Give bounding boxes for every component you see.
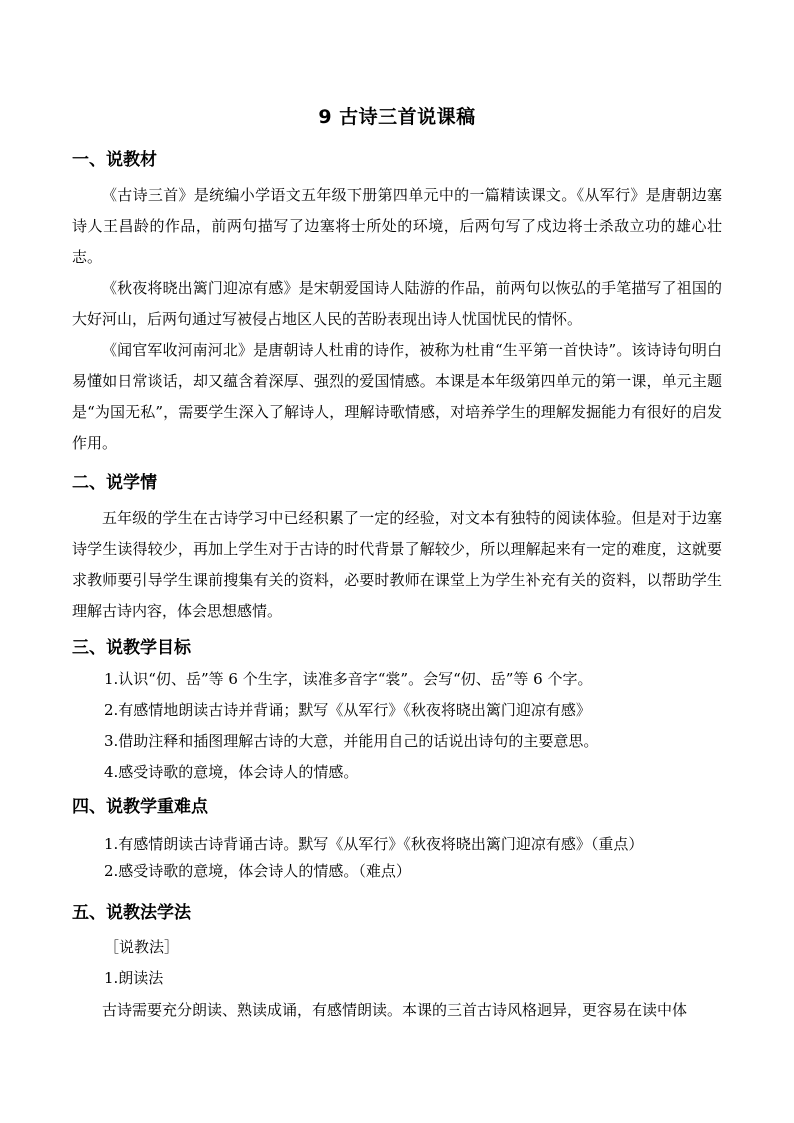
section-heading-4: 四、说教学重难点: [72, 797, 208, 817]
objective-item: 2.有感情地朗读古诗并背诵；默写《从军行》《秋夜将晓出篱门迎凉有感》: [104, 701, 591, 719]
objective-item: 1.认识“仞、岳”等 6 个生字，读准多音字“裳”。会写“仞、岳”等 6 个字。: [104, 670, 593, 688]
section-1-paragraph-1: 《古诗三首》是统编小学语文五年级下册第四单元中的一篇精读课文。《从军行》是唐朝边塞诗人王昌龄的作品，前两句描写了边塞将士所处的环境，后两句写了戍边将士杀敌立功的雄心壮志。: [72, 186, 722, 266]
section-1-paragraph-2: 《秋夜将晓出篱门迎凉有感》是宋朝爱国诗人陆游的作品，前两句以恢弘的手笔描写了祖国的大好河山，后两句通过写被侵占地区人民的苦盼表现出诗人忧国忧民的情怀。: [72, 279, 722, 328]
objective-item: 4.感受诗歌的意境，体会诗人的情感。: [104, 763, 359, 781]
section-heading-5: 五、说教法学法: [72, 903, 191, 923]
section-1-paragraph-3: 《闻官军收河南河北》是唐朝诗人杜甫的诗作，被称为杜甫“生平第一首快诗”。该诗诗句明白易懂如日常谈话，却又蕴含着深厚、强烈的爱国情感。本课是本年级第四单元的第一课，单元主题是“为国无私”，需要学生深入了解诗人，理解诗歌情感，对培养学生的理解发掘能力有很好的启发作用。: [72, 341, 722, 452]
section-heading-2: 二、说学情: [72, 473, 157, 493]
document-title: 9 古诗三首说课稿: [318, 106, 476, 128]
subsection-label: ［说教法］: [104, 938, 180, 956]
key-point-item: 1.有感情朗读古诗背诵古诗。默写《从军行》《秋夜将晓出篱门迎凉有感》（重点）: [104, 835, 644, 853]
method-label: 1.朗读法: [104, 969, 164, 987]
section-5-paragraph-1: 古诗需要充分朗读、熟读成诵，有感情朗读。本课的三首古诗风格迥异，更容易在读中体: [102, 1001, 688, 1019]
section-heading-1: 一、说教材: [72, 150, 157, 170]
key-point-item: 2.感受诗歌的意境，体会诗人的情感。（难点）: [104, 862, 411, 880]
section-heading-3: 三、说教学目标: [72, 638, 191, 658]
section-2-paragraph-1: 五年级的学生在古诗学习中已经积累了一定的经验，对文本有独特的阅读体验。但是对于边塞诗学生读得较少，再加上学生对于古诗的时代背景了解较少，所以理解起来有一定的难度，这就要求教师要引导学生课前搜集有关的资料，必要时教师在课堂上为学生补充有关的资料，以帮助学生理解古诗内容，体会思想感情。: [72, 509, 722, 620]
objective-item: 3.借助注释和插图理解古诗的大意，并能用自己的话说出诗句的主要意思。: [104, 732, 599, 750]
